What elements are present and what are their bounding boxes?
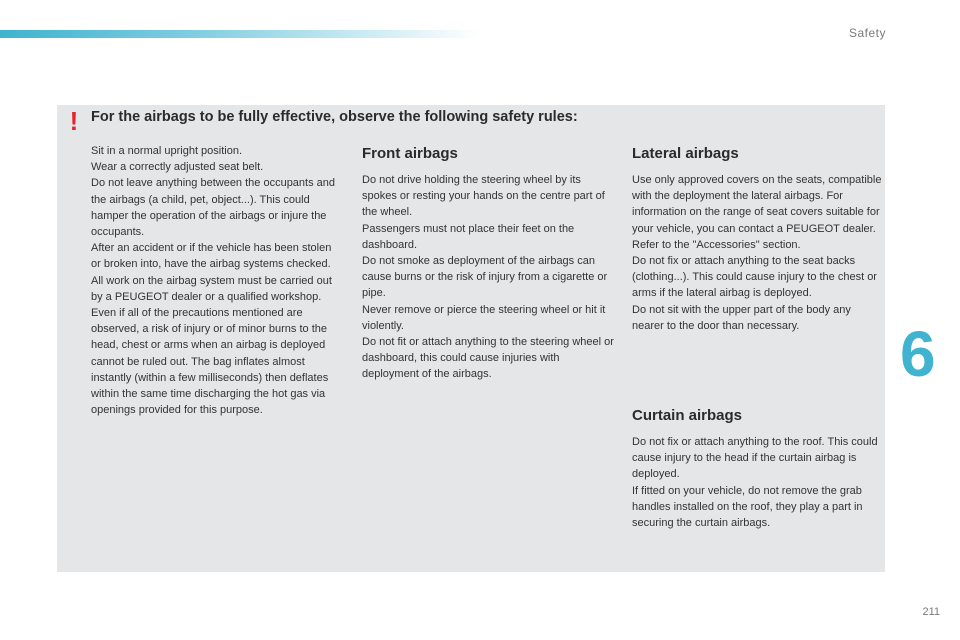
lateral-airbags-heading: Lateral airbags <box>632 145 739 162</box>
front-airbags-paragraph: Passengers must not place their feet on the dashboard. <box>362 222 575 251</box>
lateral-airbags-column <box>632 145 882 334</box>
rule-paragraph: Even if all of the precautions mentioned are observed, a risk of injury or of minor burns to the head, chest or arms when an airbag is deployed cannot be ruled out. The bag inflates almost instantly (within a few milliseconds) then deflates within the same time discharging the hot gas via openings provided for this purpose. <box>91 307 329 417</box>
rule-paragraph: After an accident or if the vehicle has been stolen or broken into, have the airbag systems checked. <box>91 242 332 271</box>
front-airbags-paragraph: Do not smoke as deployment of the airbags can cause burns or the risk of injury from a cigarette or pipe. <box>362 255 608 300</box>
safety-rules-panel <box>57 105 885 572</box>
page-number: 211 <box>922 606 940 618</box>
rule-paragraph: All work on the airbag system must be carried out by a PEUGEOT dealer or a qualified workshop. <box>91 274 332 303</box>
curtain-airbags-paragraph: If fitted on your vehicle, do not remove the grab handles installed on the roof, they play a part in securing the curtain airbags. <box>632 484 863 530</box>
lateral-airbags-paragraph: Use only approved covers on the seats, compatible with the deployment the lateral airbags. For information on the range of seat covers suitable for your vehicle, you can contact a PEUGEOT dealer. <box>632 174 882 235</box>
lateral-airbags-paragraph: Do not sit with the upper part of the body any nearer to the door than necessary. <box>632 303 851 332</box>
warning-exclamation-icon: ! <box>69 106 79 136</box>
curtain-airbags-heading: Curtain airbags <box>632 407 743 424</box>
front-airbags-heading: Front airbags <box>362 145 458 162</box>
rule-paragraph: Do not leave anything between the occupants and the airbags (a child, pet, object...). This could hamper the operation of the airbags or injure the occupants. <box>91 177 336 239</box>
front-airbags-paragraph: Never remove or pierce the steering wheel or hit it violently. <box>362 303 606 332</box>
rule-paragraph: Sit in a normal upright position. <box>91 145 243 157</box>
lateral-airbags-paragraph: Do not fix or attach anything to the seat backs (clothing...). This could cause injury to the chest or arms if the lateral airbag is deployed. <box>632 255 877 300</box>
header-accent-bar <box>0 30 480 38</box>
rule-paragraph: Wear a correctly adjusted seat belt. <box>91 161 264 174</box>
chapter-number: 6 <box>900 318 936 390</box>
section-title: Safety <box>848 26 886 40</box>
general-rules-column <box>91 143 341 418</box>
lateral-airbags-paragraph: Refer to the "Accessories" section. <box>632 238 801 251</box>
front-airbags-column <box>362 145 614 383</box>
panel-heading: For the airbags to be fully effective, observe the following safety rules: <box>91 109 578 125</box>
curtain-airbags-column <box>632 407 882 531</box>
front-airbags-paragraph: Do not drive holding the steering wheel by its spokes or resting your hands on the centre part of the wheel. <box>362 174 605 219</box>
front-airbags-paragraph: Do not fit or attach anything to the steering wheel or dashboard, this could cause injuries with deployment of the airbags. <box>362 336 614 381</box>
curtain-airbags-paragraph: Do not fix or attach anything to the roof. This could cause injury to the head if the curtain airbag is deployed. <box>632 436 878 481</box>
